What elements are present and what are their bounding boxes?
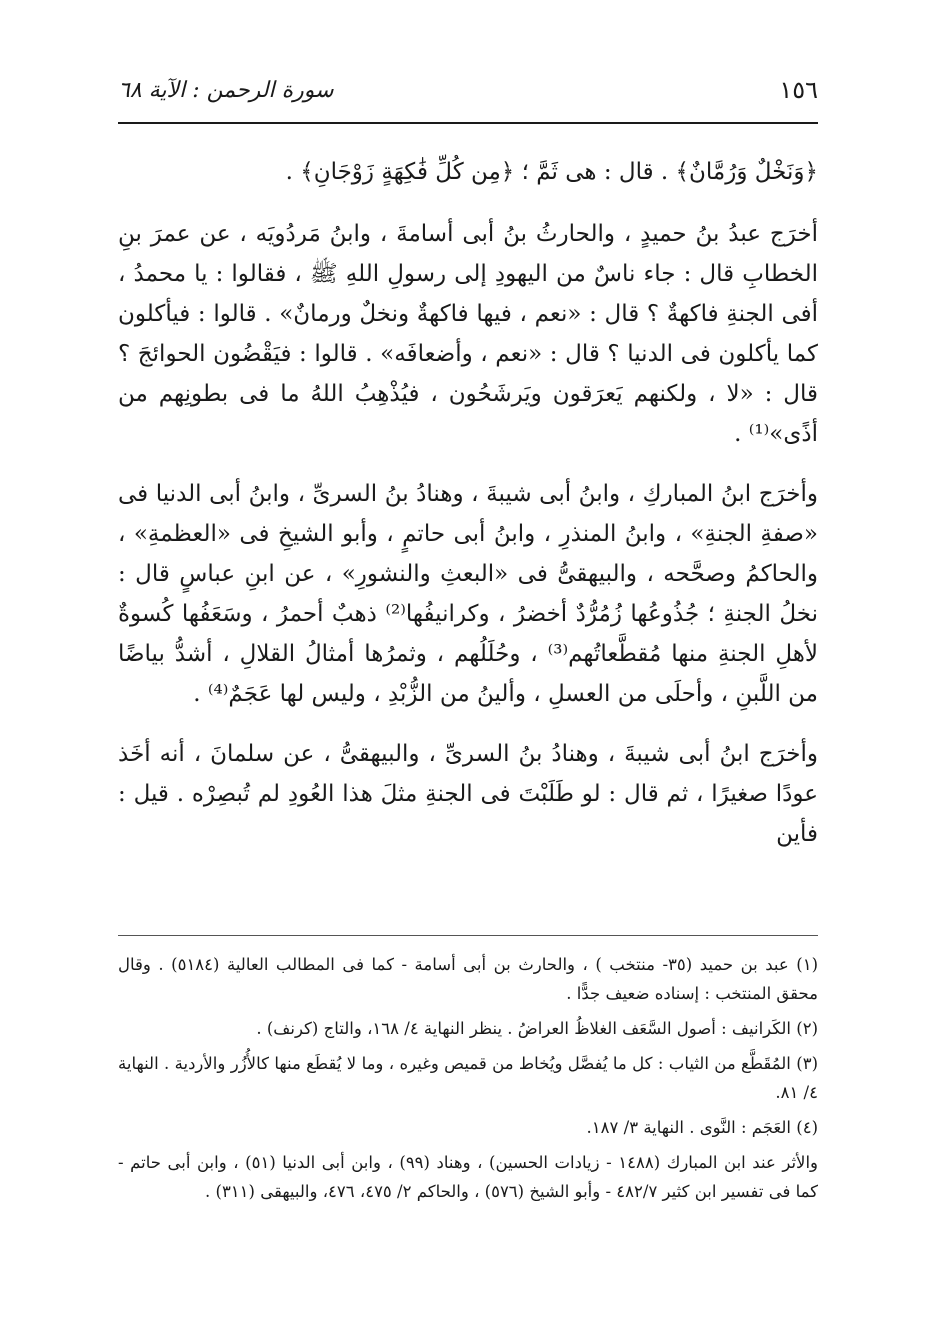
footnote-3: (٣) المُقَطَّع من الثياب : كل ما يُفصَّل ويُخاط من قميص وغيره ، وما لا يُقطَع منها كالأُزُر والأردية . النهاية ٤/ ٨١. (118, 1054, 818, 1102)
footnotes (118, 950, 818, 1212)
paragraph-1: أخرَج عبدُ بنُ حميدٍ ، والحارثُ بنُ أبى أسامةَ ، وابنُ مَردُويَه ، عن عمرَ بنِ الخطابِ قال : جاء ناسٌ من اليهودِ إلى رسولِ اللهِ ﷺ ، فقالوا : يا محمدُ ، أفى الجنةِ فاكهةٌ ؟ قال : «نعم ، فيها فاكهةٌ ونخلٌ ورمانٌ» . قالوا : فيأكلون كما يأكلون فى الدنيا ؟ قال : «نعم ، وأضعافَه» . قالوا : فيَقْضُون الحوائجَ ؟ قال : «لا ، ولكنهم يَعرَقون ويَرشَحُون ، فيُذْهِبُ اللهُ ما فى بطونِهم من أذًى»⁽¹⁾ . (118, 221, 818, 447)
running-title: سورة الرحمن : الآية ٦٨ (118, 77, 334, 103)
paragraph-continuation: ﴿وَنَخْلٌ وَرُمَّانٌ﴾ . قال : هى ثَمَّ ؛ ﴿مِن كُلِّ فَٰكِهَةٍ زَوْجَانِ﴾ . (285, 159, 818, 185)
paragraph-2: وأخرَج ابنُ المباركِ ، وابنُ أبى شيبةَ ، وهنادُ بنُ السرىِّ ، وابنُ أبى الدنيا فى «صفةِ الجنةِ» ، وابنُ المنذرِ ، وابنُ أبى حاتمٍ ، وأبو الشيخِ فى «العظمةِ» ، والحاكمُ وصحَّحه ، والبيهقىُّ فى «البعثِ والنشورِ» ، عن ابنِ عباسٍ قال : نخلُ الجنةِ ؛ جُذُوعُها زُمُرُّدٌ أخضرُ ، وكرانيفُها⁽²⁾ ذهبٌ أحمرُ ، وسَعَفُها كُسوةٌ لأهلِ الجنةِ منها مُقطَّعاتُهم⁽³⁾ ، وحُلَلُهم ، وثمرُها أمثالُ القلالِ ، أشدُّ بياضًا من اللَّبنِ ، وأحلَى من العسلِ ، وألينُ من الزُّبْدِ ، وليس لها عَجَمٌ⁽⁴⁾ . (118, 481, 819, 707)
page-header (118, 70, 818, 110)
footnote-1: (١) عبد بن حميد (٣٥- منتخب ) ، والحارث بن أبى أسامة - كما فى المطالب العالية (٥١٨٤) . وقال محقق المنتخب : إسناده ضعيف جدًّا . (118, 955, 818, 1003)
footnote-2: (٢) الكَرانيف : أصول السَّعَف الغلاظُ العراضُ . ينظر النهاية ٤/ ١٦٨، والتاج (كرنف) . (256, 1019, 818, 1038)
footnote-sources: والأثر عند ابن المبارك (١٤٨٨ - زيادات الحسين) ، وهناد (٩٩) ، وابن أبى الدنيا (٥١) ، وابن أبى حاتم - كما فى تفسير ابن كثير ٤٨٢/٧ - وأبو الشيخ (٥٧٦) ، والحاكم ٢/ ٤٧٥، ٤٧٦، والبيهقى (٣١١) . (118, 1153, 819, 1201)
header-divider (118, 122, 818, 124)
page-number: ١٥٦ (779, 76, 818, 104)
paragraph-3: وأخرَج ابنُ أبى شيبةَ ، وهنادُ بنُ السرىِّ ، والبيهقىُّ ، عن سلمانَ ، أنه أخَذ عودًا صغيرًا ، ثم قال : لو طَلَبْتَ فى الجنةِ مثلَ هذا العُودِ لم تُبصِرْه . قيل : فأين (118, 741, 818, 847)
footnote-4: (٤) العَجَم : النَّوى . النهاية ٣/ ١٨٧. (586, 1118, 818, 1137)
footnote-divider (118, 935, 818, 936)
main-text (118, 152, 818, 874)
